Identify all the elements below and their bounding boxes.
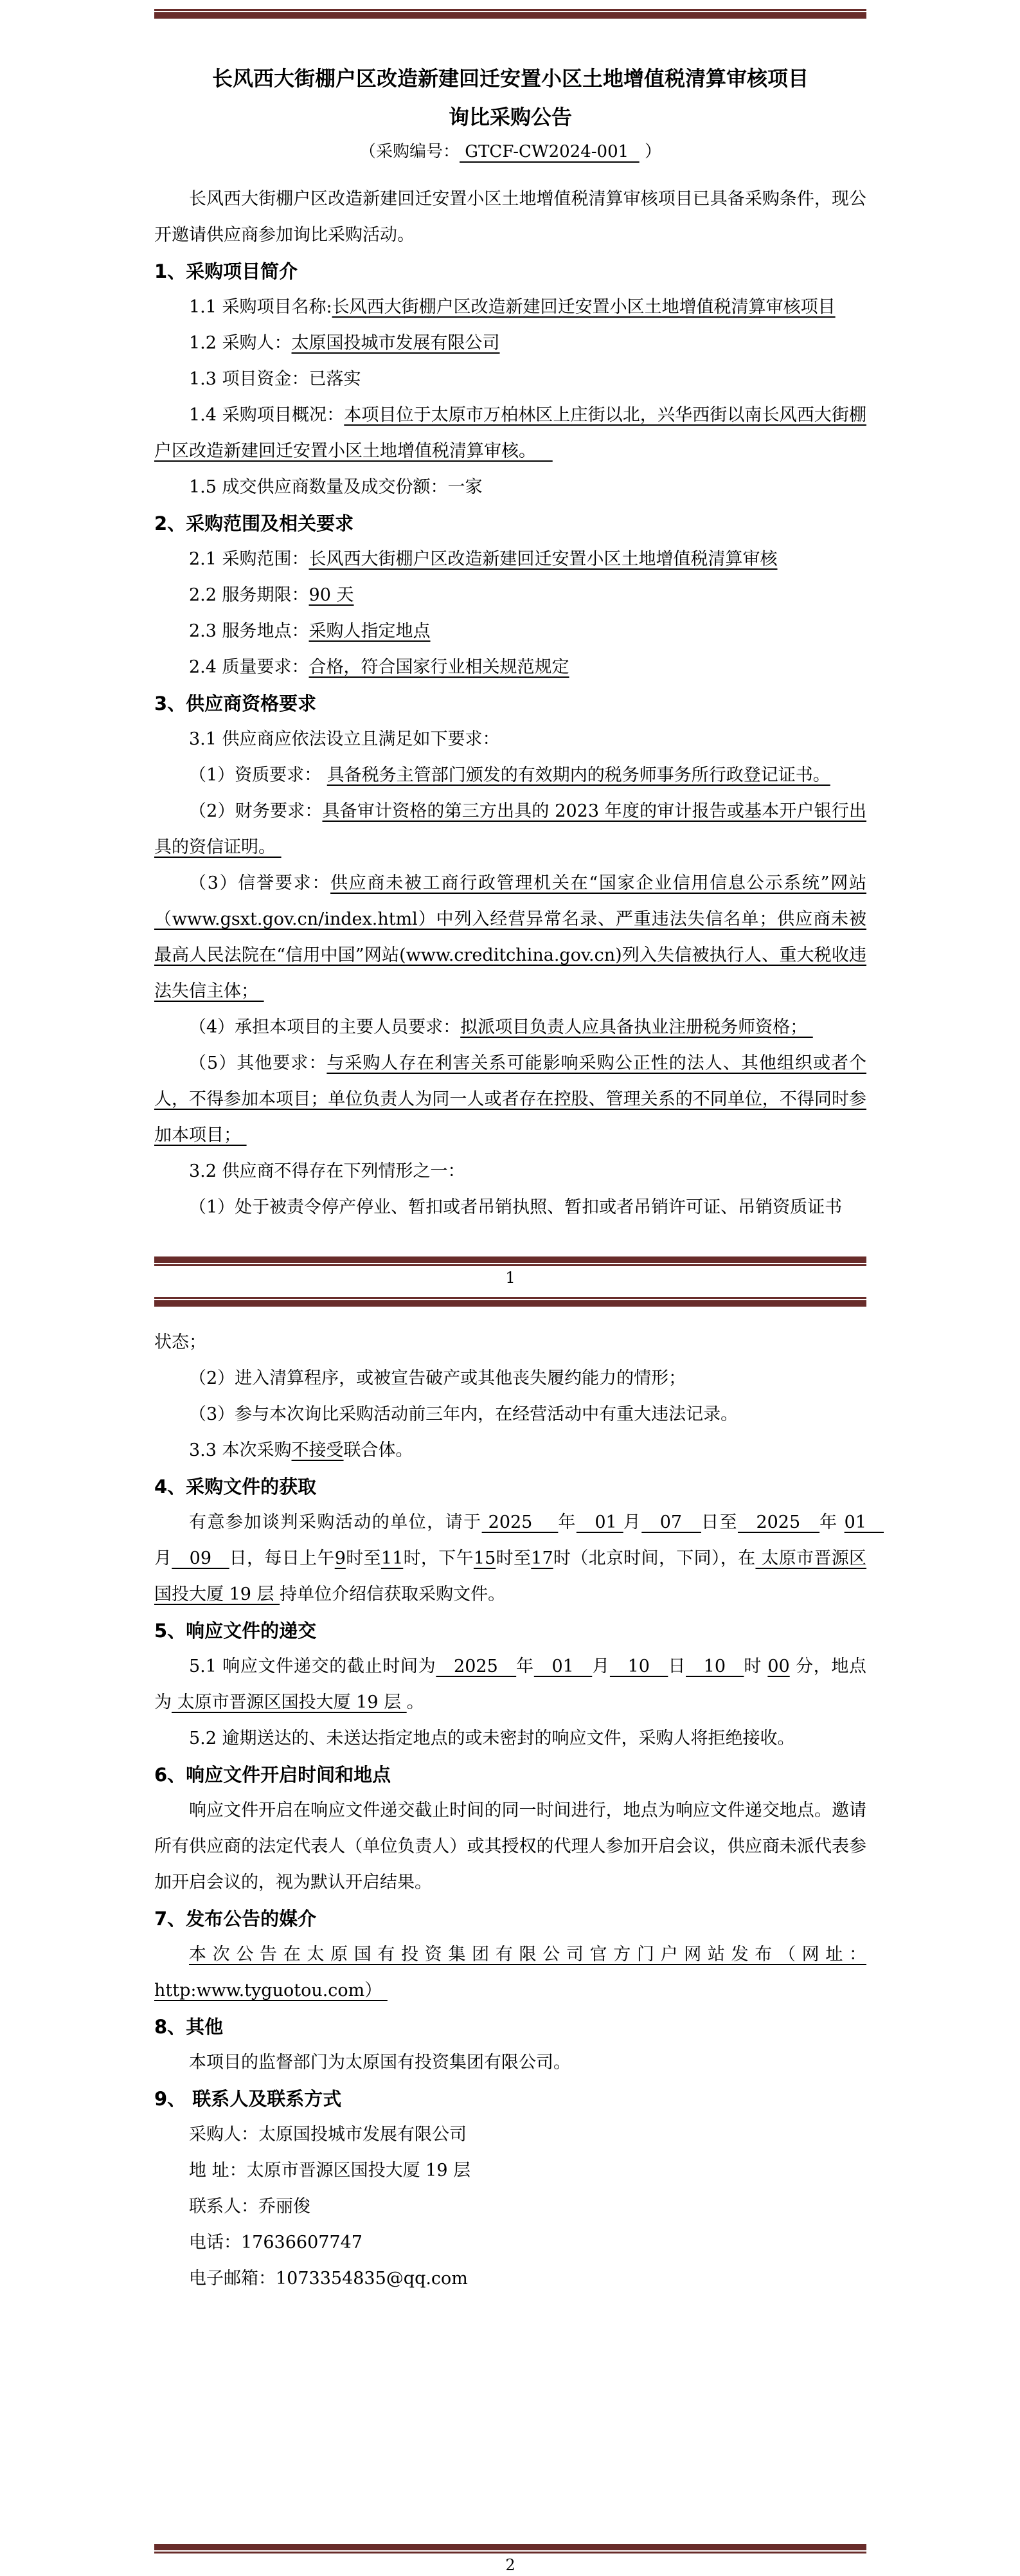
underlined-text: 长风西大街棚户区改造新建回迁安置小区土地增值税清算审核项目: [332, 297, 836, 317]
paragraph: [154, 361, 866, 397]
underlined-text: 具备税务主管部门颁发的有效期内的税务师事务所行政登记证书。: [327, 765, 830, 785]
text-run: 地 址：太原市晋源区国投大厦 19 层: [189, 2161, 471, 2181]
paragraph: [154, 2261, 866, 2297]
underlined-text: 01: [844, 1512, 884, 1532]
procurement-number-suffix: ）: [639, 142, 661, 161]
text-run: 日: [668, 1656, 686, 1676]
section-heading: [154, 2009, 866, 2045]
page2-header-rule-thin: [154, 1297, 866, 1299]
paragraph: [154, 289, 866, 325]
text-run: 1.5 成交供应商数量及成交份额：一家: [189, 477, 483, 497]
underlined-text: 01: [576, 1512, 623, 1532]
paragraph: [154, 325, 866, 361]
text-run: 联合体。: [343, 1440, 413, 1460]
text-run: 。: [406, 1692, 424, 1712]
text-run: 时，下午: [403, 1548, 474, 1568]
text-run: 有意参加谈判采购活动的单位，请于: [189, 1512, 482, 1532]
underlined-text: 2025: [436, 1656, 517, 1676]
text-run: 日，每日上午: [229, 1548, 335, 1568]
page1-header-rule-thin: [154, 9, 866, 11]
paragraph: [154, 1505, 884, 1613]
paragraph: [154, 1649, 866, 1721]
underlined-text: 9: [334, 1548, 346, 1568]
underlined-text: 采购人指定地点: [309, 621, 431, 641]
paragraph: [154, 2189, 866, 2225]
underlined-text: 01: [533, 1656, 593, 1676]
underlined-text: 2025: [737, 1512, 820, 1532]
section-heading: [154, 1757, 866, 1793]
text-run: 电子邮箱：1073354835@qq.com: [189, 2269, 468, 2289]
page1-content: [154, 64, 866, 1226]
text-run: 持单位介绍信获取采购文件。: [280, 1584, 506, 1604]
paragraph: [154, 577, 866, 613]
underlined-text: 太原市晋源区国投大厦 19 层: [154, 1548, 867, 1604]
underlined-text: 2025: [481, 1512, 559, 1532]
text-run: 长风西大街棚户区改造新建回迁安置小区土地增值税清算审核项目已具备采购条件，现公开邀请供应商参加询比采购活动。: [154, 189, 866, 245]
text-run: （2）进入清算程序，或被宣告破产或其他丧失履约能力的情形；: [189, 1368, 686, 1388]
page2-content: [154, 1325, 884, 2297]
page1-footer-rule-thick: [154, 1256, 866, 1263]
underlined-text: 本次公告在太原国有投资集团有限公司官方门户网站发布（网址：http:www.tyguotou.com）: [154, 1945, 866, 2000]
section-heading: [154, 1469, 866, 1505]
text-run: 月: [154, 1548, 172, 1568]
underlined-text: 11: [380, 1548, 404, 1568]
text-run: 5.1 响应文件递交的截止时间为: [189, 1656, 436, 1676]
text-run: 6、响应文件开启时间和地点: [154, 1764, 391, 1786]
underlined-text: 长风西大街棚户区改造新建回迁安置小区土地增值税清算审核: [309, 549, 778, 569]
page1-body-text: [154, 181, 866, 1226]
text-run: 月: [592, 1656, 610, 1676]
paragraph: [154, 757, 866, 794]
paragraph: [154, 1397, 866, 1433]
text-run: 时至: [496, 1548, 532, 1568]
text-run: （3）参与本次询比采购活动前三年内，在经营活动中有重大违法记录。: [189, 1404, 738, 1424]
text-run: 时: [744, 1656, 768, 1676]
text-run: 1.1 采购项目名称:: [189, 297, 332, 317]
underlined-text: 15: [473, 1548, 496, 1568]
paragraph: [154, 613, 866, 649]
underlined-text: 供应商未被工商行政管理机关在“国家企业信用信息公示系统”网站（www.gsxt.gov.cn/index.html）中列入经营异常名录、严重违法失信名单；供应商未被最高人民法院在“信用中国”网站(www.creditchina.gov.cn)列入失信被执行人、重大税收违法失信主体；: [154, 873, 866, 1001]
text-run: （1）资质要求：: [189, 765, 327, 785]
text-run: 状态；: [154, 1332, 206, 1352]
text-run: 时（北京时间，下同），在: [553, 1548, 756, 1568]
page2-header-rule-thick: [154, 1300, 866, 1307]
paragraph: [154, 2117, 866, 2153]
text-run: 2.1 采购范围：: [189, 549, 309, 569]
page2-footer-rule-thin: [154, 2552, 866, 2553]
section-heading: [154, 1613, 866, 1649]
section-heading: [154, 505, 866, 541]
paragraph: [154, 866, 866, 1010]
text-run: 5.2 逾期送达的、未送达指定地点的或未密封的响应文件，采购人将拒绝接收。: [189, 1728, 795, 1748]
text-run: （1）处于被责令停产停业、暂扣或者吊销执照、暂扣或者吊销许可证、吊销资质证书: [189, 1197, 843, 1217]
section-heading: [154, 685, 866, 721]
underlined-text: 07: [641, 1512, 702, 1532]
page1-footer-rule-thin: [154, 1264, 866, 1266]
paragraph: [154, 2225, 866, 2261]
paragraph: [154, 1433, 866, 1469]
text-run: 4、采购文件的获取: [154, 1476, 317, 1498]
procurement-number-value: GTCF-CW2024-001: [460, 142, 640, 161]
underlined-text: 太原国投城市发展有限公司: [291, 333, 500, 353]
page2-footer-rule-thick: [154, 2544, 866, 2550]
paragraph: [154, 1937, 866, 2009]
text-run: 7、发布公告的媒介: [154, 1908, 317, 1930]
text-run: 3、供应商资格要求: [154, 693, 317, 714]
procurement-number-line: [154, 140, 866, 163]
underlined-text: 具备审计资格的第三方出具的 2023 年度的审计报告或基本开户银行出具的资信证明。: [154, 801, 866, 857]
text-run: 3.1 供应商应依法设立且满足如下要求：: [189, 729, 500, 749]
text-run: 年: [516, 1656, 534, 1676]
underlined-text: 与采购人存在利害关系可能影响采购公正性的法人、其他组织或者个人，不得参加本项目；单位负责人为同一人或者存在控股、管理关系的不同单位，不得同时参加本项目；: [154, 1053, 866, 1145]
text-run: 本项目的监督部门为太原国有投资集团有限公司。: [189, 2053, 571, 2073]
underlined-text: 拟派项目负责人应具备执业注册税务师资格；: [460, 1017, 813, 1037]
text-run: 2、采购范围及相关要求: [154, 512, 354, 534]
underlined-text: 合格，符合国家行业相关规范规定: [309, 657, 569, 677]
underlined-text: 10: [609, 1656, 668, 1676]
text-run: 2.4 质量要求：: [189, 657, 309, 677]
underlined-text: 不接受: [291, 1440, 344, 1460]
paragraph: [154, 1046, 866, 1154]
paragraph: [154, 181, 866, 253]
paragraph: [154, 1154, 866, 1190]
underlined-text: 本项目位于太原市万柏林区上庄街以北，兴华西街以南长风西大街棚户区改造新建回迁安置小区土地增值税清算审核。: [154, 405, 866, 461]
document-subtitle: 询比采购公告: [448, 105, 572, 129]
text-run: （3）信誉要求：: [189, 873, 331, 893]
underlined-text: 太原市晋源区国投大厦 19 层: [172, 1692, 407, 1712]
paragraph: [154, 397, 866, 469]
text-run: 1.3 项目资金：已落实: [189, 369, 361, 389]
procurement-number-prefix: （采购编号：: [359, 142, 460, 161]
paragraph: [154, 1361, 866, 1397]
paragraph: [154, 1325, 866, 1361]
paragraph: [154, 1793, 866, 1901]
text-run: 采购人：太原国投城市发展有限公司: [189, 2125, 467, 2145]
text-run: 9、 联系人及联系方式: [154, 2088, 342, 2110]
paragraph: [154, 469, 866, 505]
text-run: 年: [558, 1512, 577, 1532]
text-run: 时至: [345, 1548, 381, 1568]
text-run: 1.2 采购人：: [189, 333, 292, 353]
underlined-text: 00: [767, 1656, 790, 1676]
text-run: 2.2 服务期限：: [189, 585, 309, 605]
text-run: 1、采购项目简介: [154, 260, 298, 282]
section-heading: [154, 1901, 866, 1937]
text-run: （2）财务要求：: [189, 801, 323, 821]
document-title: 长风西大街棚户区改造新建回迁安置小区土地增值税清算审核项目: [211, 66, 809, 91]
text-run: 分，地点为: [154, 1656, 867, 1712]
text-run: 8、其他: [154, 2016, 224, 2038]
section-heading: [154, 253, 866, 289]
text-run: 1.4 采购项目概况：: [189, 405, 344, 425]
text-run: （4）承担本项目的主要人员要求：: [189, 1017, 461, 1037]
paragraph: [154, 794, 866, 866]
underlined-text: 09: [172, 1548, 229, 1568]
text-run: 联系人：乔丽俊: [189, 2197, 310, 2217]
page2-number: 2: [505, 2556, 515, 2574]
text-run: （5）其他要求：: [189, 1053, 327, 1073]
paragraph: [154, 1010, 866, 1046]
text-run: 电话：17636607747: [189, 2233, 362, 2253]
page1-header-rule-thick: [154, 12, 866, 19]
text-run: 年: [819, 1512, 845, 1532]
page1-number: 1: [505, 1269, 515, 1287]
text-run: 响应文件开启在响应文件递交截止时间的同一时间进行，地点为响应文件递交地点。邀请所有供应商的法定代表人（单位负责人）或其授权的代理人参加开启会议，供应商未派代表参加开启会议的，视为默认开启结果。: [154, 1800, 866, 1892]
paragraph: [154, 1721, 866, 1757]
text-run: 3.2 供应商不得存在下列情形之一：: [189, 1161, 465, 1181]
paragraph: [154, 721, 866, 757]
section-heading: [154, 2081, 866, 2117]
text-run: 月: [623, 1512, 642, 1532]
text-run: 3.3 本次采购: [189, 1440, 292, 1460]
paragraph: [154, 649, 866, 685]
underlined-text: 17: [531, 1548, 553, 1568]
underlined-text: 10: [686, 1656, 744, 1676]
paragraph: [154, 2045, 866, 2081]
underlined-text: 90 天: [309, 585, 354, 605]
page2-body-text: [154, 1325, 884, 2297]
paragraph: [154, 541, 866, 577]
paragraph: [154, 1190, 866, 1226]
paragraph: [154, 2153, 866, 2189]
text-run: 日至: [701, 1512, 738, 1532]
text-run: 5、响应文件的递交: [154, 1620, 317, 1642]
text-run: 2.3 服务地点：: [189, 621, 309, 641]
